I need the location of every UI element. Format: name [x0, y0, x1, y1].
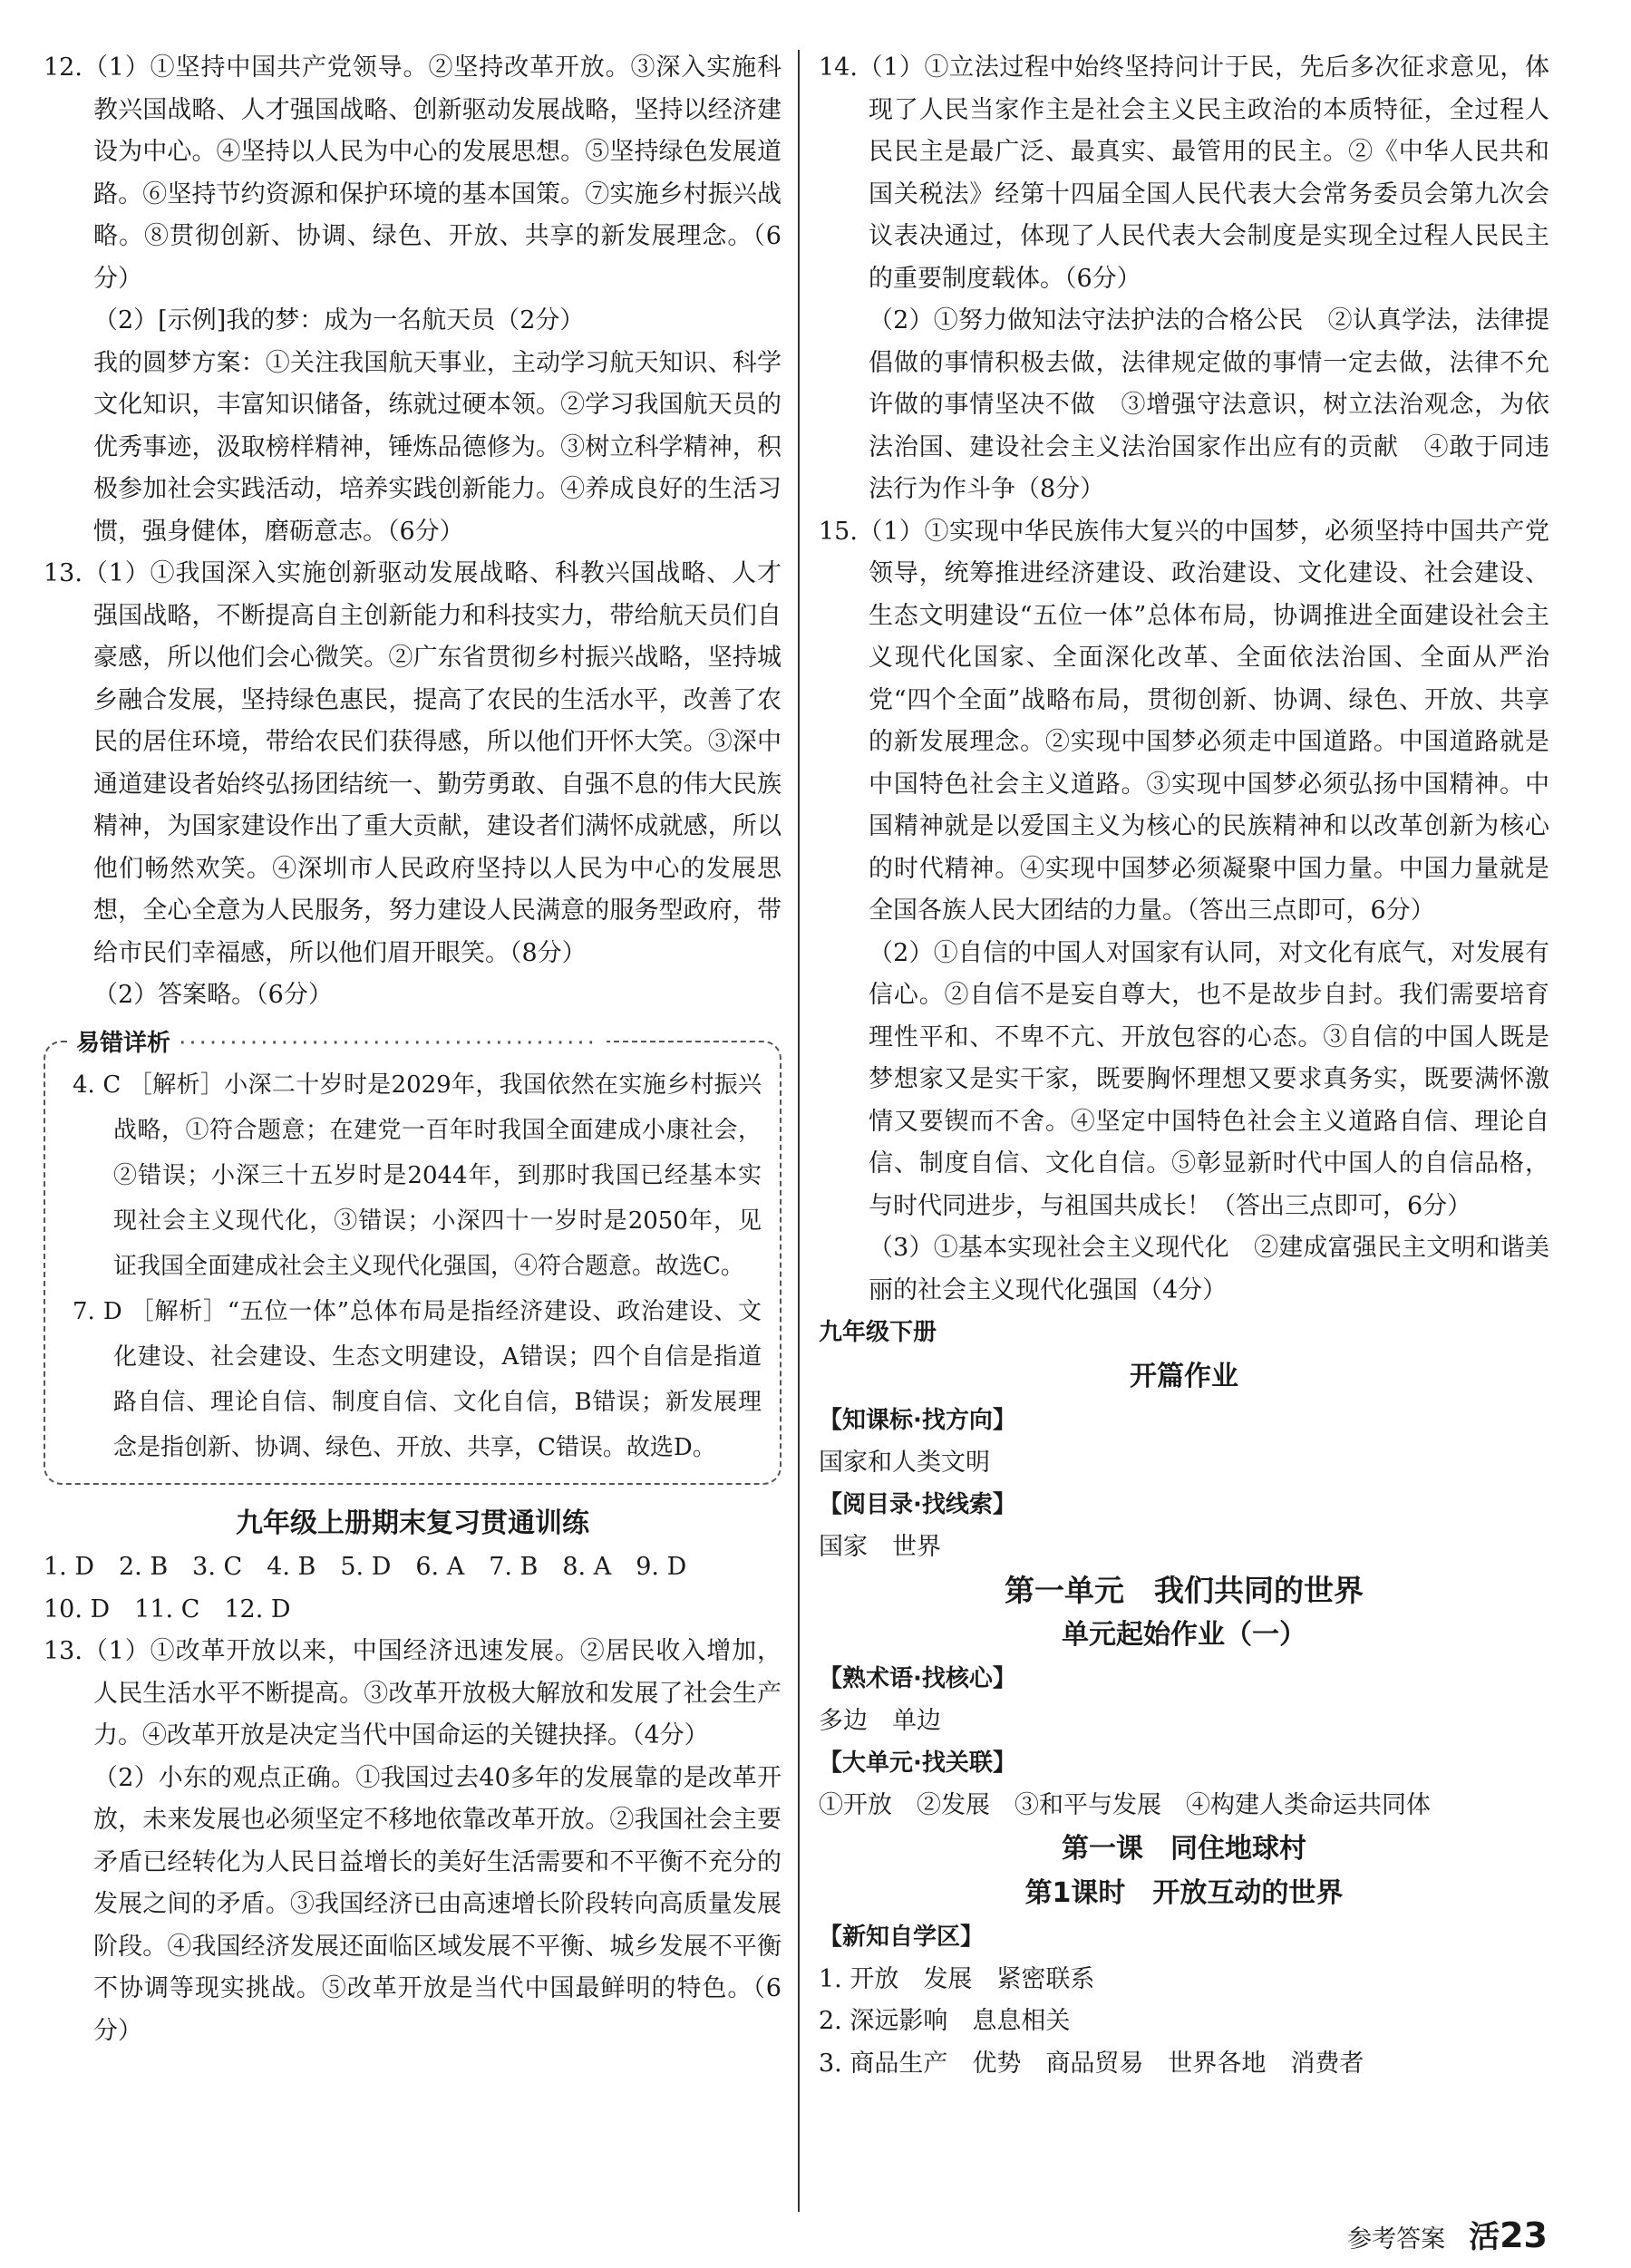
q13-part1: 13.（1）①我国深入实施创新驱动发展战略、科教兴国战略、人才强国战略，不断提高自主创新能力和科技实力，带给航天员们自豪感，所以他们会心微笑。②广东省贯彻乡村振兴战略，坚持城乡融合发展，坚持绿色惠民，提高了农民的生活水平，改善了农民的居住环境，带给农民们获得感，所以他们开怀大笑。③深中通道建设者始终弘扬团结统一、勤劳勇敢、自强不息的伟大民族精神，为国家建设作出了重大贡献，建设者们满怀成就感，所以他们畅然欢笑。④深圳市人民政府坚持以人民为中心的发展思想，全心全意为人民服务，努力建设人民满意的服务型政府，带给市民们幸福感，所以他们眉开眼笑。（8分）	[44, 559, 782, 967]
left-column	[44, 47, 782, 2052]
final-q13-part2: （2）小东的观点正确。①我国过去40多年的发展靠的是改革开放，未来发展也必须坚定不移地依靠改革开放。②我国社会主要矛盾已经转化为人民日益增长的美好生活需要和不平衡不充分的发展之间的矛盾。③我国经济已由高速增长阶段转向高质量发展阶段。④我国经济发展还面临区域发展不平衡、城乡发展不平衡不协调等现实挑战。⑤改革开放是当代中国最鲜明的特色。（6分）	[93, 1763, 782, 2045]
footer-label: 参考答案	[1347, 2225, 1446, 2253]
footer-brand: 活	[1469, 2219, 1500, 2255]
q12-part1: 12.（1）①坚持中国共产党领导。②坚持改革开放。③深入实施科教兴国战略、人才强国战略、创新驱动发展战略，坚持以经济建设为中心。④坚持以人民为中心的发展思想。⑤坚持绿色发展道路。⑥坚持节约资源和保护环境的基本国策。⑦实施乡村振兴战略。⑧贯彻创新、协调、绿色、开放、共享的新发展理念。（6分）	[44, 53, 782, 293]
q14-part2: （2）①努力做知法守法护法的合格公民 ②认真学法，法律提倡做的事情积极去做，法律规定做的事情一定去做，法律不允许做的事情坚决不做 ③增强守法意识，树立法治观念，为依法治国、建设社会主义法治国家作出应有的贡献 ④敢于同违法行为作斗争（8分）	[869, 306, 1549, 503]
lesson1-title: 第一课 同住地球村	[1062, 1833, 1306, 1865]
error-analysis-title	[67, 1024, 607, 1058]
kaipian-label-1: 【知课标·找方向】	[819, 1407, 1016, 1434]
unit1-label-1: 【熟术语·找核心】	[819, 1665, 1016, 1692]
lesson1-subtitle: 第1课时 开放互动的世界	[1024, 1876, 1344, 1909]
lesson1-line-3: 3. 商品生产 优势 商品贸易 世界各地 消费者	[819, 2049, 1364, 2078]
final-answers-row2: 10. D 11. C 12. D	[44, 1594, 291, 1623]
footer-brand-group	[1469, 2212, 1548, 2256]
lesson1-label: 【新知自学区】	[819, 1924, 985, 1951]
page-footer	[1347, 2212, 1548, 2256]
right-column	[819, 47, 1549, 2085]
final-q13-part1: 13.（1）①改革开放以来，中国经济迅速发展。②居民收入增加，人民生活水平不断提高。③改革开放极大解放和发展了社会生产力。④改革开放是决定当代中国命运的关键抉择。（4分）	[44, 1637, 782, 1749]
q12-part2: （2）[示例]我的梦：成为一名航天员（2分）	[93, 306, 585, 334]
unit1-answer-2: ①开放 ②发展 ③和平与发展 ④构建人类命运共同体	[819, 1790, 1431, 1819]
q12-part3: 我的圆梦方案：①关注我国航天事业，主动学习航天知识、科学文化知识，丰富知识储备，练就过硬本领。②学习我国航天员的优秀事迹，汲取榜样精神，锤炼品德修为。③树立科学精神，积极参加社会实践活动，培养实践创新能力。④养成良好的生活习惯，强身健体，磨砺意志。（6分）	[93, 348, 782, 546]
final-review-title: 九年级上册期末复习贯通训练	[236, 1507, 589, 1539]
q15-part2: （2）①自信的中国人对国家有认同，对文化有底气，对发展有信心。②自信不是妄自尊大，也不是故步自封。我们需要培育理性平和、不卑不亢、开放包容的心态。③自信的中国人既是梦想家又是实干家，既要胸怀理想又要求真务实，既要满怀激情又要锲而不舍。④坚定中国特色社会主义道路自信、理论自信、制度自信、文化自信。⑤彰显新时代中国人的自信品格，与时代同进步，与祖国共成长！（答出三点即可，6分）	[869, 938, 1549, 1220]
unit1-subtitle: 单元起始作业（一）	[1062, 1618, 1306, 1651]
column-divider	[798, 50, 800, 2212]
lesson1-line-1: 1. 开放 发展 紧密联系	[819, 1964, 1095, 1993]
error-analysis-title-dots: ·········································	[179, 1029, 597, 1057]
final-answers-row1: 1. D 2. B 3. C 4. B 5. D 6. A 7. B 8. A 9. D	[44, 1553, 687, 1581]
kaipian-answer-2: 国家 世界	[819, 1532, 941, 1561]
q15-part1: 15.（1）①实现中华民族伟大复兴的中国梦，必须坚持中国共产党领导，统筹推进经济建设、政治建设、文化建设、社会建设、生态文明建设“五位一体”总体布局，协调推进全面建设社会主义现代化国家、全面深化改革、全面依法治国、全面从严治党“四个全面”战略布局，贯彻创新、协调、绿色、开放、共享的新发展理念。②实现中国梦必须走中国道路。中国道路就是中国特色社会主义道路。③实现中国梦必须弘扬中国精神。中国精神就是以爱国主义为核心的民族精神和以改革创新为核心的时代精神。④实现中国梦必须凝聚中国力量。中国力量就是全国各族人民大团结的力量。（答出三点即可，6分）	[819, 517, 1549, 925]
q13-part2: （2）答案略。（6分）	[93, 981, 333, 1009]
grade9-vol2-label: 九年级下册	[819, 1319, 937, 1346]
q15-part3: （3）①基本实现社会主义现代化 ②建成富强民主文明和谐美丽的社会主义现代化强国（4分）	[869, 1234, 1549, 1304]
error-analysis-box	[44, 1029, 782, 1485]
error-analysis-title-text: 易错详析	[76, 1029, 171, 1057]
lesson1-line-2: 2. 深远影响 息息相关	[819, 2007, 1071, 2035]
kaipian-answer-1: 国家和人类文明	[819, 1448, 990, 1477]
opening-homework-title: 开篇作业	[1130, 1360, 1238, 1392]
page-number: 23	[1500, 2215, 1548, 2255]
error-item-4: 4. C ［解析］小深二十岁时是2029年，我国依然在实施乡村振兴战略，①符合题意；在建党一百年时我国全面建成小康社会，②错误；小深三十五岁时是2044年，到那时我国已经基本实现社会主义现代化，③错误；小深四十一岁时是2050年，见证我国全面建成社会主义现代化强国，④符合题意。故选C。	[73, 1071, 762, 1280]
error-item-7: 7. D ［解析］“五位一体”总体布局是指经济建设、政治建设、文化建设、社会建设、生态文明建设，A错误；四个自信是指道路自信、理论自信、制度自信、文化自信，B错误；新发展理念是指创新、协调、绿色、开放、共享，C错误。故选D。	[73, 1297, 762, 1461]
unit1-title: 第一单元 我们共同的世界	[1005, 1573, 1364, 1608]
unit1-label-2: 【大单元·找关联】	[819, 1749, 1016, 1777]
kaipian-label-2: 【阅目录·找线索】	[819, 1491, 1016, 1518]
q14-part1: 14.（1）①立法过程中始终坚持问计于民，先后多次征求意见，体现了人民当家作主是社会主义民主政治的本质特征，全过程人民民主是最广泛、最真实、最管用的民主。②《中华人民共和国关税法》经第十四届全国人民代表大会常务委员会第九次会议表决通过，体现了人民代表大会制度是实现全过程人民民主的重要制度载体。（6分）	[819, 53, 1549, 293]
unit1-answer-1: 多边 单边	[819, 1706, 941, 1735]
